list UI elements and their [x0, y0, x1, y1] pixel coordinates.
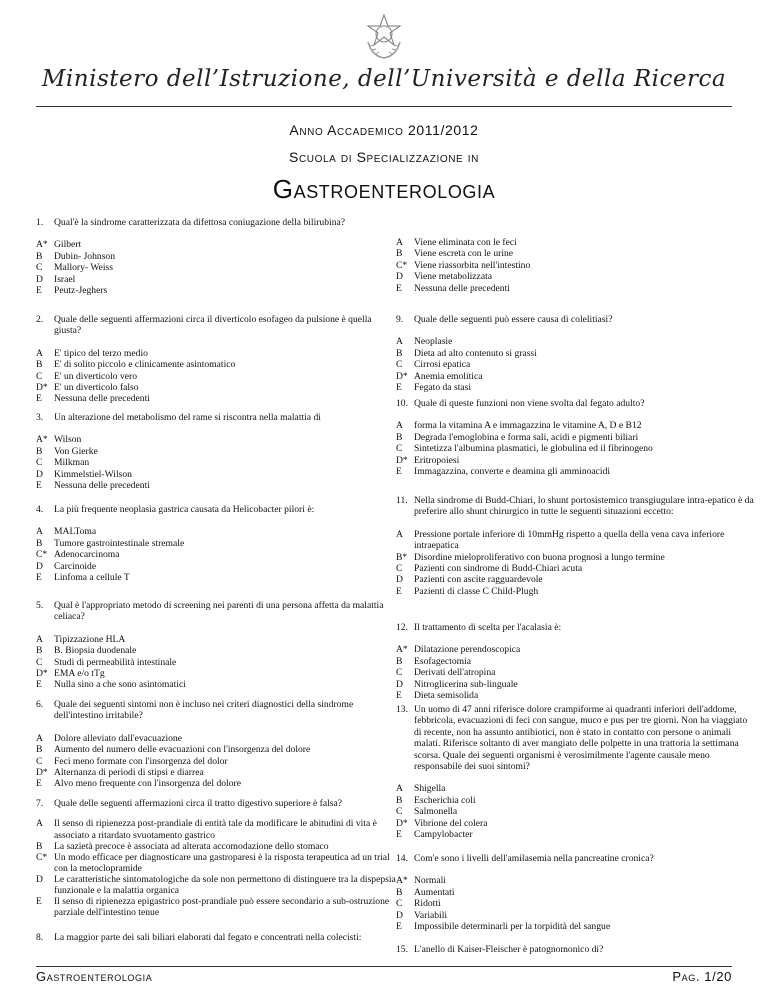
question-10: 10. Quale di queste funzioni non viene svolta dal fegato adulto? A forma la vitamina A e immagazzina le vitamine A, D e B12 B Degrada l'emoglobina e forma sali, acidi e pigmenti biliari C Sintetizza l'albumina plasmatici, le globulina ed il fibrinogeno D* Eritropoiesi E Immagazzina, converte e deamina gli amminoacidi: [396, 398, 756, 477]
option: E Pazienti di classe C Child-Plugh: [396, 585, 539, 597]
option: A Tipizzazione HLA: [36, 633, 126, 645]
option: E Nessuna delle precedenti: [36, 480, 150, 492]
option: D Israel: [36, 273, 76, 285]
question-text: Com'e sono i livelli dell'amilasemia nella pancreatine cronica?: [414, 853, 654, 864]
question-text: La più frequente neoplasia gastrica causata da Helicobacter pilori è:: [54, 504, 315, 515]
option: D Carcinoide: [36, 560, 97, 572]
question-text: Quale delle seguenti può essere causa di colelitiasi?: [414, 314, 613, 325]
option: A* Normali: [396, 875, 446, 887]
option: C Pazienti con sindrome di Budd-Chiari acuta: [396, 563, 583, 575]
option: B B. Biopsia duodenale: [36, 645, 137, 657]
academic-year: Anno Accademico 2011/2012: [289, 122, 479, 138]
question-11: 11. Nella sindrome di Budd-Chiari, lo shunt portosistemico transgiugulare intra-epatico è da preferire allo shunt chirurgico in tutte le seguenti situazioni eccetto: A Pressione portale inferiore di 10mmHg rispetto a quella della vena cava inferiore intraepatica B* Disordine mieloproliferativo con buona prognosi a lungo termine C Pazienti con sindrome di Budd-Chiari acuta D Pazienti con ascite ragguardevole E Pazienti di classe C Child-Plugh: [396, 495, 756, 597]
option: A Dolore alleviato dall'evacuazione: [36, 732, 182, 744]
option: B Aumentati: [396, 886, 455, 898]
option: D* Vibrione del colera: [396, 817, 488, 829]
option: E Campylobacter: [396, 829, 473, 841]
question-8: 8. La maggior parte dei sali biliari elaborati dal fegato e concentrati nella colecisti:: [36, 932, 396, 943]
option: A Pressione portale inferiore di 10mmHg rispetto a quella della vena cava inferiore intraepatica: [396, 528, 725, 552]
option: C Studi di permeabilità intestinale: [36, 656, 177, 668]
question-6: 6. Quale dei seguenti sintomi non è incluso nei criteri diagnostici della sindrome dell'intestino irritabile? A Dolore alleviato dall'evacuazione B Aumento del numero delle evacuazioni con l'insorgenza del dolore C Feci meno formate con l'insorgenza del dolor D* Alternanza di periodi di stipsi e diarrea E Alvo meno frequente con l'insorgenza del dolore: [36, 699, 396, 790]
option: B Aumento del numero delle evacuazioni con l'insorgenza del dolore: [36, 744, 311, 756]
option: D Kimmelstiel-Wilson: [36, 468, 132, 480]
option: C E' un diverticolo vero: [36, 370, 137, 382]
question-text: Un uomo di 47 anni riferisce dolore crampiforme ai quadranti inferiori dell'addome, febbricola, evacuazioni di feci con sangue, muco e pus per tre giorni. Non ha viaggiato di recente, non ha assunto antibiotici, non è stato in contatto con persone o animali malati. Riferisce soltanto di aver mangiato delle polpette in una trattoria la settimana scorsa. Quale dei seguenti organismi è verosimilmente l'agente causale meno responsabile dei suoi sintomi?: [414, 704, 748, 773]
option: A* Gilbert: [36, 239, 82, 251]
option: B La sazietà precoce è associata ad alterata accomodazione dello stomaco: [36, 840, 329, 852]
option: B Dieta ad alto contenuto si grassi: [396, 347, 537, 359]
question-9: 9. Quale delle seguenti può essere causa di colelitiasi? A Neoplasie B Dieta ad alto contenuto si grassi C Cirrosi epatica D* Anemia emolitica E Fegato da stasi: [396, 314, 756, 393]
option: B Von Gierke: [36, 445, 98, 457]
question-text: Quale delle seguenti affermazioni circa il diverticolo esofageo da pulsione è quella giusta?: [54, 314, 372, 337]
option: D* Eritropoiesi: [396, 454, 460, 466]
option: E Nulla sino a che sono asintomatici: [36, 679, 186, 691]
header-divider: [36, 106, 732, 107]
footer-divider: [36, 966, 732, 967]
option: B* Disordine mieloproliferativo con buona prognosi a lungo termine: [396, 551, 665, 563]
option: D Variabili: [396, 909, 448, 921]
question-4: 4. La più frequente neoplasia gastrica causata da Helicobacter pilori è: A MALToma B Tumore gastrointestinale stremale C* Adenocarcinoma D Carcinoide E Linfoma a cellule T: [36, 504, 396, 583]
question-number: 1.: [36, 217, 44, 228]
question-1: [36, 217, 396, 296]
option: A Neoplasie: [396, 336, 453, 348]
page-number: Pag. 1/20: [672, 969, 732, 984]
option: C Sintetizza l'albumina plasmatici, le globulina ed il fibrinogeno: [396, 443, 653, 455]
subject-title: Gastroenterologia: [272, 174, 496, 204]
option: B Viene escreta con le urine: [396, 248, 514, 260]
question-15: 15. L'anello di Kaiser-Fleischer è patognomonico di?: [396, 944, 756, 955]
option: B E' di solito piccolo e clinicamente asintomatico: [36, 359, 236, 371]
option: D* Anemia emolitica: [396, 370, 483, 382]
option: E Dieta semisolida: [396, 690, 479, 702]
option: A Shigella: [396, 783, 446, 795]
option: D* E' un diverticolo falso: [36, 382, 139, 394]
option: A E' tipico del terzo medio: [36, 347, 148, 359]
option: A* Wilson: [36, 434, 82, 446]
option: E Il senso di ripienezza epigastrico post-prandiale può essere secondario a sub-ostruzione parziale dell'intestino tenue: [36, 896, 390, 919]
option: C Cirrosi epatica: [396, 359, 471, 371]
footer-subject: Gastroenterologia: [36, 969, 153, 984]
option: D* Alternanza di periodi di stipsi e diarrea: [36, 767, 204, 779]
option: D Nitroglicerina sub-linguale: [396, 678, 518, 690]
option: A forma la vitamina A e immagazzina le vitamine A, D e B12: [396, 420, 642, 432]
question-text: Qual'è la sindrome caratterizzata da difettosa coniugazione della bilirubina?: [54, 217, 346, 228]
option: C Milkman: [36, 457, 90, 469]
option: A* Dilatazione perendoscopica: [396, 644, 521, 656]
option: C Ridotti: [396, 898, 441, 910]
question-text: La maggior parte dei sali biliari elaborati dal fegato e concentrati nella colecisti:: [54, 932, 362, 943]
question-2: 2. Quale delle seguenti affermazioni circa il diverticolo esofageo da pulsione è quella giusta? A E' tipico del terzo medio B E' di solito piccolo e clinicamente asintomatico C E' un diverticolo vero D* E' un diverticolo falso E Nessuna delle precedenti: [36, 314, 396, 405]
option: E Fegato da stasi: [396, 382, 472, 394]
option: D Viene metabolizzata: [396, 271, 492, 283]
option: D Le caratteristiche sintomatologiche da sole non permettono di distinguere tra la dispepsia funzionale e la malattia organica: [36, 873, 396, 896]
option: B Degrada l'emoglobina e forma sali, acidi e pigmenti biliari: [396, 431, 639, 443]
option: C Mallory- Weiss: [36, 262, 114, 274]
option: A Il senso di ripienezza post-prandiale di entità tale da modificare le abitudini di vita è associato a ritardato svuotamento gastrico: [36, 818, 377, 841]
option: B Dubin- Johnson: [36, 250, 116, 262]
option: E Nessuna delle precedenti: [36, 393, 150, 405]
ministry-title: Ministero dell’Istruzione, dell’Università e della Ricerca: [41, 66, 727, 92]
republic-emblem-icon: [362, 12, 406, 60]
option: E Impossibile determinarli per la torpidità del sangue: [396, 921, 611, 933]
question-text: L'anello di Kaiser-Fleischer è patognomonico di?: [414, 944, 604, 955]
question-text: Quale di queste funzioni non viene svolta dal fegato adulto?: [414, 398, 645, 409]
question-text: Un alterazione del metabolismo del rame si riscontra nella malattia di: [54, 412, 321, 423]
option: C Feci meno formate con l'insorgenza del dolor: [36, 755, 228, 767]
question-7: 7. Quale delle seguenti affermazioni circa il tratto digestivo superiore è falsa? A Il senso di ripienezza post-prandiale di entità tale da modificare le abitudini di vita è associato a ritardato svuotamento gastrico B La sazietà precoce è associata ad alterata accomodazione dello stomaco C* Un modo efficace per diagnosticare una gastroparesi è la risposta terapeutica ad un trial con la metoclopramide D Le caratteristiche sintomatologiche da sole non permettono di distinguere tra la dispepsia funzionale e la malattia organica E Il senso di ripienezza epigastrico post-prandiale può essere secondario a sub-ostruzione parziale dell'intestino tenue: [36, 798, 396, 919]
option: B Esofagectomia: [396, 655, 472, 667]
option: E Nessuna delle precedenti: [396, 282, 510, 294]
question-text: Il trattamento di scelta per l'acalasia è:: [414, 622, 562, 633]
option: A Viene eliminata con le feci: [396, 237, 517, 248]
option: C* Viene riassorbita nell'intestino: [396, 259, 531, 271]
option: C Salmonella: [396, 806, 458, 818]
question-14: 14. Com'e sono i livelli dell'amilasemia nella pancreatine cronica? A* Normali B Aumentati C Ridotti D Variabili E Impossibile determinarli per la torpidità del sangue: [396, 853, 756, 932]
option: E Peutz-Jeghers: [36, 285, 108, 297]
question-text: Quale dei seguenti sintomi non è incluso nei criteri diagnostici della sindrome dell'intestino irritabile?: [54, 699, 354, 722]
school-title: Scuola di Specializzazione in: [289, 149, 479, 165]
question-text: Quale delle seguenti affermazioni circa il tratto digestivo superiore è falsa?: [54, 798, 343, 809]
option: B Escherichia coli: [396, 794, 476, 806]
option: A MALToma: [36, 526, 97, 538]
question-5: 5. Qual è l'appropriato metodo di screening nei parenti di una persona affetta da malattia celiaca? A Tipizzazione HLA B B. Biopsia duodenale C Studi di permeabilità intestinale D* EMA e/o tTg E Nulla sino a che sono asintomatici: [36, 600, 396, 691]
option: E Alvo meno frequente con l'insorgenza del dolore: [36, 778, 241, 790]
option: E Linfoma a cellule T: [36, 572, 130, 584]
question-text: Nella sindrome di Budd-Chiari, lo shunt portosistemico transgiugulare intra-epatico è da preferire allo shunt chirurgico in tutte le seguenti situazioni eccetto:: [414, 495, 754, 518]
question-8-options: [396, 237, 756, 294]
option: C* Un modo efficace per diagnosticare una gastroparesi è la risposta terapeutica ad un trial con la metoclopramide: [36, 851, 390, 874]
option: C Derivati dell'atropina: [396, 667, 496, 679]
option: D Pazienti con ascite ragguardevole: [396, 574, 543, 586]
option: C* Adenocarcinoma: [36, 549, 120, 561]
option: E Immagazzina, converte e deamina gli amminoacidi: [396, 466, 611, 478]
question-3: 3. Un alterazione del metabolismo del rame si riscontra nella malattia di A* Wilson B Von Gierke C Milkman D Kimmelstiel-Wilson E Nessuna delle precedenti: [36, 412, 396, 491]
option: D* EMA e/o tTg: [36, 668, 105, 680]
question-text: Qual è l'appropriato metodo di screening nei parenti di una persona affetta da malattia celiaca?: [54, 600, 384, 623]
question-12: 12. Il trattamento di scelta per l'acalasia è: A* Dilatazione perendoscopica B Esofagectomia C Derivati dell'atropina D Nitroglicerina sub-linguale E Dieta semisolida: [396, 622, 756, 701]
question-13: 13. Un uomo di 47 anni riferisce dolore crampiforme ai quadranti inferiori dell'addome, febbricola, evacuazioni di feci con sangue, muco e pus per tre giorni. Non ha viaggiato di recente, non ha assunto antibiotici, non è stato in contatto con persone o animali malati. Riferisce soltanto di aver mangiato delle polpette in una trattoria la settimana scorsa. Quale dei seguenti organismi è verosimilmente l'agente causale meno responsabile dei suoi sintomi? A Shigella B Escherichia coli C Salmonella D* Vibrione del colera E Campylobacter: [396, 704, 756, 840]
option: B Tumore gastrointestinale stremale: [36, 537, 185, 549]
